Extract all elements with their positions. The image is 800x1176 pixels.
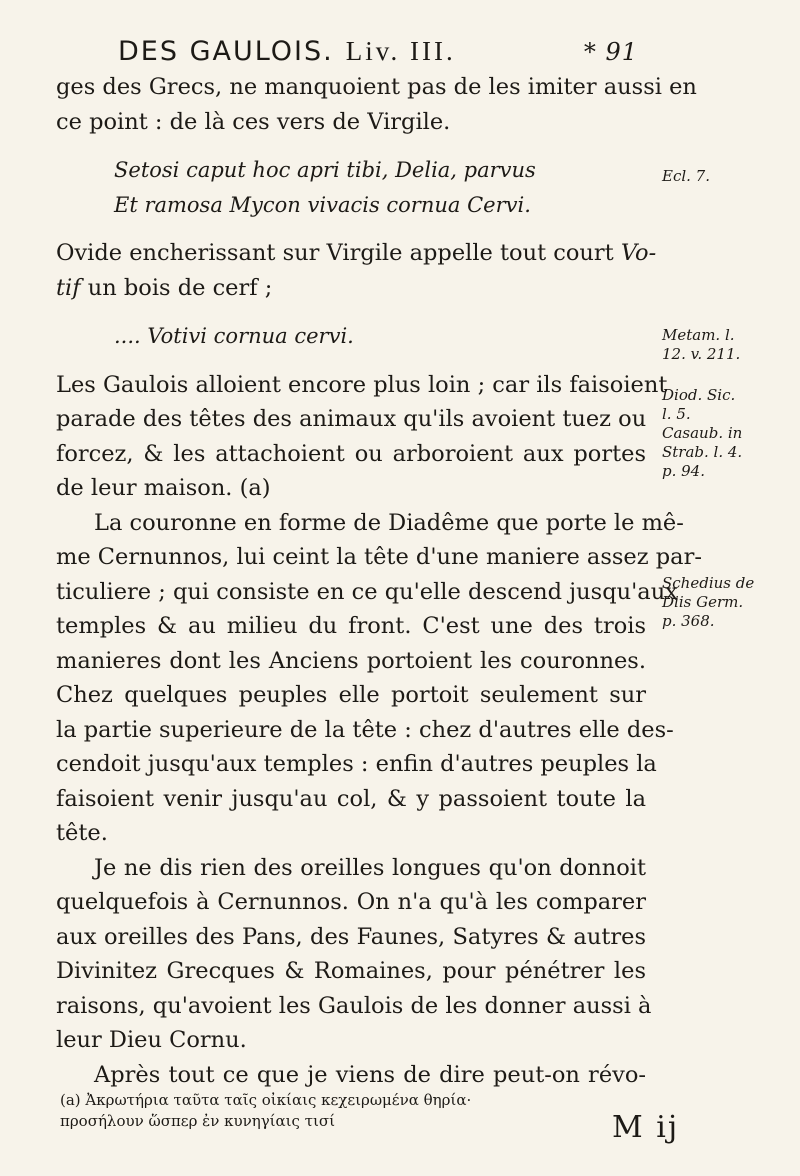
- margin-note: Schedius de Diis Germ. p. 368.: [662, 574, 755, 630]
- text-line: Après tout ce que je viens de dire peut-on révo-: [94, 1061, 646, 1088]
- running-header: [118, 36, 638, 67]
- header-title: DES GAULOIS.: [118, 36, 334, 67]
- text-line: leur Dieu Cornu.: [56, 1027, 247, 1053]
- footnote: [60, 1090, 580, 1132]
- verse-line: Setosi caput hoc apri tibi, Delia, parvus: [114, 158, 536, 182]
- verse-line: Et ramosa Mycon vivacis cornua Cervi.: [114, 192, 531, 217]
- text-line: la partie superieure de la tête : chez d'autres elle des-: [56, 716, 674, 743]
- text-line: de leur maison. (a): [56, 475, 271, 501]
- margin-note: Ecl. 7.: [662, 167, 710, 185]
- footnote-line: (a) Ἀκρωτήρια ταῦτα ταῖς οἰκίαις κεχειρωμένα θηρία·: [60, 1091, 472, 1109]
- text-line: Ovide encherissant sur Virgile appelle tout court Vo-: [56, 240, 657, 266]
- margin-note: Metam. l. 12. v. 211.: [662, 326, 741, 363]
- text-line: ce point : de là ces vers de Virgile.: [56, 108, 451, 135]
- margin-note: Diod. Sic. l. 5. Casaub. in Strab. l. 4. p. 94.: [662, 386, 743, 480]
- text-line: ges des Grecs, ne manquoient pas de les imiter aussi en: [56, 74, 697, 100]
- footnote-line: προσήλουν ὥσπερ ἐν κυνηγίαις τισί: [60, 1112, 336, 1130]
- text-line: tif un bois de cerf ;: [56, 274, 273, 301]
- text-line: temples & au milieu du front. C'est une des trois: [56, 613, 646, 639]
- text-line: aux oreilles des Pans, des Faunes, Satyres & autres: [56, 923, 646, 950]
- italic-word: Vo-: [620, 240, 657, 266]
- text-line: raisons, qu'avoient les Gaulois de les donner aussi à: [56, 992, 652, 1019]
- text-line: cendoit jusqu'aux temples : enfin d'autres peuples la: [56, 751, 657, 777]
- text-line: me Cernunnos, lui ceint la tête d'une maniere assez par-: [56, 544, 702, 570]
- italic-word: tif: [56, 274, 81, 301]
- text-line: forcez, & les attachoient ou arboroient aux portes: [56, 440, 646, 467]
- text-line: quelquefois à Cernunnos. On n'a qu'à les comparer: [56, 889, 646, 915]
- text-line: tête.: [56, 820, 108, 846]
- text-line: faisoient venir jusqu'au col, & y passoient toute la: [56, 785, 646, 812]
- text-line: ticuliere ; qui consiste en ce qu'elle descend jusqu'aux: [56, 578, 678, 605]
- text-line: Divinitez Grecques & Romaines, pour pénétrer les: [56, 958, 646, 984]
- header-book-ref: Liv. III.: [345, 36, 456, 66]
- text-line: Je ne dis rien des oreilles longues qu'on donnoit: [94, 854, 646, 881]
- text-line: La couronne en forme de Diadême que porte le mê-: [94, 509, 684, 536]
- text-line: Les Gaulois alloient encore plus loin ; car ils faisoient: [56, 371, 668, 398]
- verse-line: .... Votivi cornua cervi.: [114, 324, 354, 348]
- page-number: * 91: [583, 38, 638, 66]
- text-line: manieres dont les Anciens portoient les couronnes.: [56, 647, 646, 674]
- signature-mark: M ij: [612, 1110, 680, 1145]
- text-line: Chez quelques peuples elle portoit seulement sur: [56, 682, 646, 708]
- text-line: parade des têtes des animaux qu'ils avoient tuez ou: [56, 406, 647, 432]
